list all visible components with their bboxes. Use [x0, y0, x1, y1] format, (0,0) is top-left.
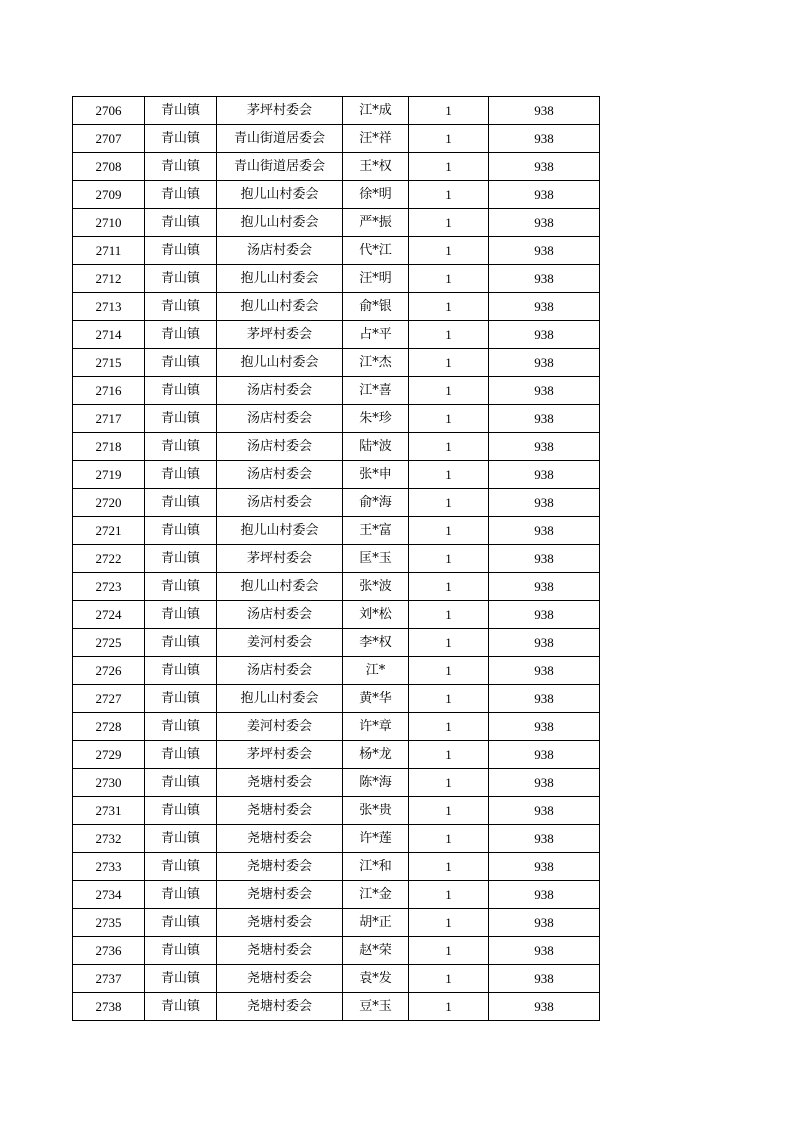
town-cell: 青山镇: [145, 881, 217, 909]
person-name-cell: 江*金: [343, 881, 409, 909]
village-cell: 尧塘村委会: [217, 881, 343, 909]
amount-cell: 938: [489, 657, 600, 685]
count-cell: 1: [409, 209, 489, 237]
table-row: [73, 237, 600, 265]
table-row: [73, 433, 600, 461]
village-cell: 抱儿山村委会: [217, 265, 343, 293]
village-cell: 尧塘村委会: [217, 965, 343, 993]
person-name-cell: 许*章: [343, 713, 409, 741]
count-cell: 1: [409, 573, 489, 601]
count-cell: 1: [409, 433, 489, 461]
count-cell: 1: [409, 545, 489, 573]
village-cell: 汤店村委会: [217, 657, 343, 685]
village-cell: 尧塘村委会: [217, 769, 343, 797]
count-cell: 1: [409, 97, 489, 125]
count-cell: 1: [409, 853, 489, 881]
village-cell: 汤店村委会: [217, 405, 343, 433]
serial-number-cell: 2723: [73, 573, 145, 601]
person-name-cell: 陆*波: [343, 433, 409, 461]
count-cell: 1: [409, 741, 489, 769]
person-name-cell: 许*莲: [343, 825, 409, 853]
town-cell: 青山镇: [145, 265, 217, 293]
village-cell: 抱儿山村委会: [217, 293, 343, 321]
town-cell: 青山镇: [145, 237, 217, 265]
table-row: [73, 209, 600, 237]
town-cell: 青山镇: [145, 489, 217, 517]
village-cell: 尧塘村委会: [217, 937, 343, 965]
village-cell: 汤店村委会: [217, 601, 343, 629]
person-name-cell: 汪*明: [343, 265, 409, 293]
amount-cell: 938: [489, 965, 600, 993]
table-row: [73, 769, 600, 797]
town-cell: 青山镇: [145, 517, 217, 545]
amount-cell: 938: [489, 545, 600, 573]
person-name-cell: 赵*荣: [343, 937, 409, 965]
table-row: [73, 265, 600, 293]
serial-number-cell: 2707: [73, 125, 145, 153]
serial-number-cell: 2709: [73, 181, 145, 209]
village-cell: 汤店村委会: [217, 433, 343, 461]
serial-number-cell: 2731: [73, 797, 145, 825]
person-name-cell: 杨*龙: [343, 741, 409, 769]
amount-cell: 938: [489, 293, 600, 321]
table-row: [73, 601, 600, 629]
amount-cell: 938: [489, 909, 600, 937]
amount-cell: 938: [489, 797, 600, 825]
serial-number-cell: 2713: [73, 293, 145, 321]
count-cell: 1: [409, 601, 489, 629]
table-row: [73, 741, 600, 769]
count-cell: 1: [409, 657, 489, 685]
person-name-cell: 刘*松: [343, 601, 409, 629]
count-cell: 1: [409, 181, 489, 209]
serial-number-cell: 2711: [73, 237, 145, 265]
table-row: [73, 545, 600, 573]
town-cell: 青山镇: [145, 181, 217, 209]
serial-number-cell: 2714: [73, 321, 145, 349]
amount-cell: 938: [489, 461, 600, 489]
table-row: [73, 97, 600, 125]
count-cell: 1: [409, 517, 489, 545]
count-cell: 1: [409, 629, 489, 657]
amount-cell: 938: [489, 685, 600, 713]
town-cell: 青山镇: [145, 153, 217, 181]
town-cell: 青山镇: [145, 853, 217, 881]
town-cell: 青山镇: [145, 937, 217, 965]
town-cell: 青山镇: [145, 97, 217, 125]
town-cell: 青山镇: [145, 713, 217, 741]
serial-number-cell: 2725: [73, 629, 145, 657]
village-cell: 抱儿山村委会: [217, 349, 343, 377]
village-cell: 尧塘村委会: [217, 993, 343, 1021]
serial-number-cell: 2730: [73, 769, 145, 797]
count-cell: 1: [409, 237, 489, 265]
town-cell: 青山镇: [145, 993, 217, 1021]
person-name-cell: 俞*海: [343, 489, 409, 517]
serial-number-cell: 2734: [73, 881, 145, 909]
town-cell: 青山镇: [145, 629, 217, 657]
table-row: [73, 405, 600, 433]
serial-number-cell: 2710: [73, 209, 145, 237]
amount-cell: 938: [489, 825, 600, 853]
serial-number-cell: 2717: [73, 405, 145, 433]
table-row: [73, 937, 600, 965]
table-row: [73, 377, 600, 405]
amount-cell: 938: [489, 433, 600, 461]
amount-cell: 938: [489, 153, 600, 181]
amount-cell: 938: [489, 181, 600, 209]
amount-cell: 938: [489, 237, 600, 265]
table-row: [73, 993, 600, 1021]
amount-cell: 938: [489, 881, 600, 909]
person-name-cell: 豆*玉: [343, 993, 409, 1021]
count-cell: 1: [409, 993, 489, 1021]
town-cell: 青山镇: [145, 601, 217, 629]
town-cell: 青山镇: [145, 909, 217, 937]
amount-cell: 938: [489, 937, 600, 965]
serial-number-cell: 2737: [73, 965, 145, 993]
person-name-cell: 匡*玉: [343, 545, 409, 573]
serial-number-cell: 2718: [73, 433, 145, 461]
town-cell: 青山镇: [145, 209, 217, 237]
person-name-cell: 黄*华: [343, 685, 409, 713]
table-row: [73, 797, 600, 825]
table-row: [73, 965, 600, 993]
roster-table: [72, 96, 600, 1021]
table-row: [73, 573, 600, 601]
serial-number-cell: 2719: [73, 461, 145, 489]
person-name-cell: 王*富: [343, 517, 409, 545]
amount-cell: 938: [489, 993, 600, 1021]
serial-number-cell: 2706: [73, 97, 145, 125]
serial-number-cell: 2715: [73, 349, 145, 377]
town-cell: 青山镇: [145, 657, 217, 685]
amount-cell: 938: [489, 349, 600, 377]
amount-cell: 938: [489, 573, 600, 601]
count-cell: 1: [409, 377, 489, 405]
table-row: [73, 629, 600, 657]
table-row: [73, 825, 600, 853]
town-cell: 青山镇: [145, 545, 217, 573]
table-row: [73, 349, 600, 377]
town-cell: 青山镇: [145, 741, 217, 769]
serial-number-cell: 2738: [73, 993, 145, 1021]
person-name-cell: 江*成: [343, 97, 409, 125]
serial-number-cell: 2708: [73, 153, 145, 181]
count-cell: 1: [409, 909, 489, 937]
village-cell: 茅坪村委会: [217, 545, 343, 573]
table-row: [73, 517, 600, 545]
serial-number-cell: 2712: [73, 265, 145, 293]
village-cell: 青山街道居委会: [217, 153, 343, 181]
table-row: [73, 881, 600, 909]
town-cell: 青山镇: [145, 797, 217, 825]
town-cell: 青山镇: [145, 685, 217, 713]
village-cell: 尧塘村委会: [217, 797, 343, 825]
person-name-cell: 张*申: [343, 461, 409, 489]
village-cell: 姜河村委会: [217, 629, 343, 657]
person-name-cell: 严*振: [343, 209, 409, 237]
count-cell: 1: [409, 461, 489, 489]
person-name-cell: 江*杰: [343, 349, 409, 377]
amount-cell: 938: [489, 125, 600, 153]
village-cell: 抱儿山村委会: [217, 209, 343, 237]
count-cell: 1: [409, 685, 489, 713]
person-name-cell: 江*和: [343, 853, 409, 881]
table-row: [73, 853, 600, 881]
count-cell: 1: [409, 153, 489, 181]
amount-cell: 938: [489, 489, 600, 517]
person-name-cell: 代*江: [343, 237, 409, 265]
person-name-cell: 俞*银: [343, 293, 409, 321]
person-name-cell: 陈*海: [343, 769, 409, 797]
count-cell: 1: [409, 965, 489, 993]
village-cell: 茅坪村委会: [217, 741, 343, 769]
town-cell: 青山镇: [145, 405, 217, 433]
serial-number-cell: 2735: [73, 909, 145, 937]
village-cell: 汤店村委会: [217, 377, 343, 405]
village-cell: 姜河村委会: [217, 713, 343, 741]
table-row: [73, 713, 600, 741]
village-cell: 抱儿山村委会: [217, 573, 343, 601]
person-name-cell: 张*波: [343, 573, 409, 601]
serial-number-cell: 2736: [73, 937, 145, 965]
count-cell: 1: [409, 713, 489, 741]
amount-cell: 938: [489, 265, 600, 293]
village-cell: 汤店村委会: [217, 461, 343, 489]
town-cell: 青山镇: [145, 293, 217, 321]
amount-cell: 938: [489, 209, 600, 237]
amount-cell: 938: [489, 601, 600, 629]
serial-number-cell: 2720: [73, 489, 145, 517]
person-name-cell: 胡*正: [343, 909, 409, 937]
serial-number-cell: 2733: [73, 853, 145, 881]
serial-number-cell: 2724: [73, 601, 145, 629]
person-name-cell: 李*权: [343, 629, 409, 657]
count-cell: 1: [409, 769, 489, 797]
town-cell: 青山镇: [145, 461, 217, 489]
person-name-cell: 张*贵: [343, 797, 409, 825]
serial-number-cell: 2722: [73, 545, 145, 573]
amount-cell: 938: [489, 853, 600, 881]
amount-cell: 938: [489, 405, 600, 433]
serial-number-cell: 2729: [73, 741, 145, 769]
serial-number-cell: 2716: [73, 377, 145, 405]
village-cell: 抱儿山村委会: [217, 181, 343, 209]
amount-cell: 938: [489, 377, 600, 405]
village-cell: 抱儿山村委会: [217, 685, 343, 713]
town-cell: 青山镇: [145, 573, 217, 601]
table-row: [73, 293, 600, 321]
village-cell: 青山街道居委会: [217, 125, 343, 153]
serial-number-cell: 2732: [73, 825, 145, 853]
town-cell: 青山镇: [145, 125, 217, 153]
count-cell: 1: [409, 321, 489, 349]
town-cell: 青山镇: [145, 769, 217, 797]
count-cell: 1: [409, 265, 489, 293]
table-row: [73, 181, 600, 209]
count-cell: 1: [409, 489, 489, 517]
serial-number-cell: 2726: [73, 657, 145, 685]
village-cell: 尧塘村委会: [217, 825, 343, 853]
person-name-cell: 江*: [343, 657, 409, 685]
town-cell: 青山镇: [145, 321, 217, 349]
count-cell: 1: [409, 797, 489, 825]
table-row: [73, 909, 600, 937]
village-cell: 茅坪村委会: [217, 97, 343, 125]
count-cell: 1: [409, 293, 489, 321]
serial-number-cell: 2721: [73, 517, 145, 545]
village-cell: 尧塘村委会: [217, 909, 343, 937]
count-cell: 1: [409, 937, 489, 965]
count-cell: 1: [409, 405, 489, 433]
table-row: [73, 489, 600, 517]
table-row: [73, 685, 600, 713]
roster-table-body: [73, 97, 600, 1021]
amount-cell: 938: [489, 321, 600, 349]
person-name-cell: 徐*明: [343, 181, 409, 209]
table-row: [73, 461, 600, 489]
person-name-cell: 江*喜: [343, 377, 409, 405]
town-cell: 青山镇: [145, 349, 217, 377]
person-name-cell: 朱*珍: [343, 405, 409, 433]
village-cell: 抱儿山村委会: [217, 517, 343, 545]
count-cell: 1: [409, 125, 489, 153]
town-cell: 青山镇: [145, 965, 217, 993]
count-cell: 1: [409, 825, 489, 853]
person-name-cell: 王*权: [343, 153, 409, 181]
town-cell: 青山镇: [145, 825, 217, 853]
village-cell: 汤店村委会: [217, 489, 343, 517]
table-row: [73, 321, 600, 349]
person-name-cell: 汪*祥: [343, 125, 409, 153]
town-cell: 青山镇: [145, 433, 217, 461]
amount-cell: 938: [489, 517, 600, 545]
table-row: [73, 657, 600, 685]
amount-cell: 938: [489, 769, 600, 797]
table-row: [73, 153, 600, 181]
town-cell: 青山镇: [145, 377, 217, 405]
count-cell: 1: [409, 881, 489, 909]
amount-cell: 938: [489, 741, 600, 769]
amount-cell: 938: [489, 629, 600, 657]
serial-number-cell: 2727: [73, 685, 145, 713]
amount-cell: 938: [489, 97, 600, 125]
table-row: [73, 125, 600, 153]
village-cell: 茅坪村委会: [217, 321, 343, 349]
village-cell: 尧塘村委会: [217, 853, 343, 881]
village-cell: 汤店村委会: [217, 237, 343, 265]
person-name-cell: 占*平: [343, 321, 409, 349]
serial-number-cell: 2728: [73, 713, 145, 741]
count-cell: 1: [409, 349, 489, 377]
amount-cell: 938: [489, 713, 600, 741]
person-name-cell: 袁*发: [343, 965, 409, 993]
